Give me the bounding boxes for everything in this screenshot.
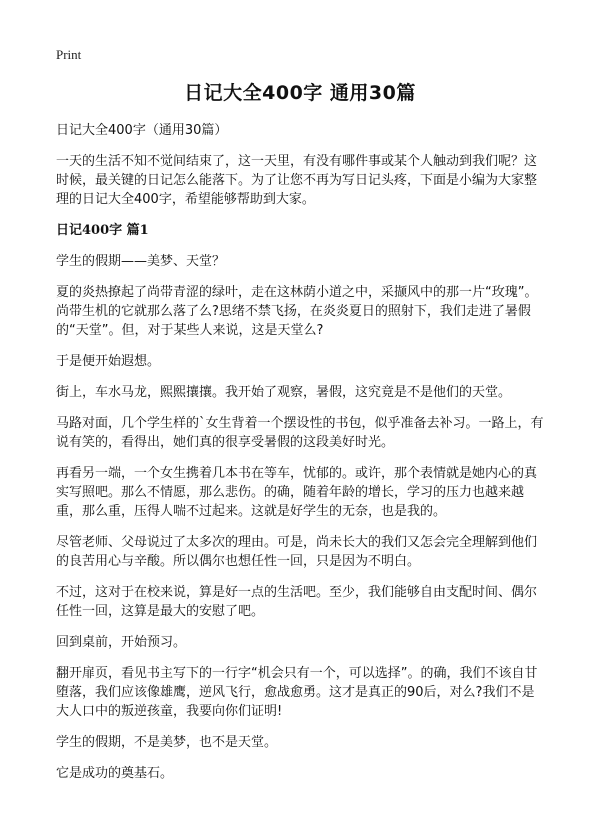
paragraph-2: 夏的炎热撩起了尚带青涩的绿叶，走在这林荫小道之中，采撷风中的那一片“玫瑰”。尚带生机的它就那么落了么?思绪不禁飞扬，在炎炎夏日的照射下，我们走进了暑假的“天堂”。但，对于某些人来说，这是天堂么? — [56, 285, 538, 338]
intro-paragraph: 一天的生活不知不觉间结束了，这一天里，有没有哪件事或某个人触动到我们呢？这时候，最关键的日记怎么能落下。为了让您不再为写日记头疼，下面是小编为大家整理的日记大全400字，希望能够帮助到大家。 — [56, 154, 538, 207]
paragraph-3: 于是便开始遐想。 — [56, 354, 161, 369]
document-subtitle: 日记大全400字（通用30篇） — [56, 123, 228, 138]
paragraph-11: 学生的假期，不是美梦，也不是天堂。 — [56, 735, 278, 750]
paragraph-4: 街上，车水马龙，熙熙攘攘。我开始了观察，暑假，这究竟是不是他们的天堂。 — [56, 385, 512, 400]
paragraph-6: 再看另一端，一个女生携着几本书在等车，忧郁的。或许，那个表情就是她内心的真实写照吧。那么不情愿，那么悲伤。的确，随着年龄的增长，学习的压力也越来越重，那么重，压得人喘不过起来。这就是好学生的无奈，也是我的。 — [56, 466, 538, 519]
section-title: 日记400字 篇1 — [56, 223, 149, 238]
paragraph-8: 不过，这对于在校来说，算是好一点的生活吧。至少，我们能够自由支配时间、偶尔任性一回，这算是最大的安慰了吧。 — [56, 585, 538, 619]
document-title: 日记大全400字 通用30篇 — [184, 82, 416, 104]
paragraph-5: 马路对面，几个学生样的`女生背着一个摆设性的书包，似乎准备去补习。一路上，有说有笑的，看得出，她们真的很享受暑假的这段美好时光。 — [56, 416, 544, 450]
paragraph-1: 学生的假期——美梦、天堂？ — [56, 254, 226, 269]
paragraph-12: 它是成功的奠基石。 — [56, 766, 174, 781]
paragraph-7: 尽管老师、父母说过了太多次的理由。可是，尚未长大的我们又怎会完全理解到他们的良苦用心与辛酸。所以偶尔也想任性一回，只是因为不明白。 — [56, 535, 538, 569]
paragraph-10: 翻开扉页，看见书主写下的一行字“机会只有一个，可以选择”。的确，我们不该自甘堕落，我们应该像雄鹰，逆风飞行，愈战愈勇。这才是真正的90后，对么?我们不是大人口中的叛逆孩童，我要向你们证明! — [56, 666, 538, 719]
document-body — [56, 121, 546, 795]
paragraph-9: 回到桌前，开始预习。 — [56, 635, 187, 650]
print-label: Print — [56, 47, 82, 62]
